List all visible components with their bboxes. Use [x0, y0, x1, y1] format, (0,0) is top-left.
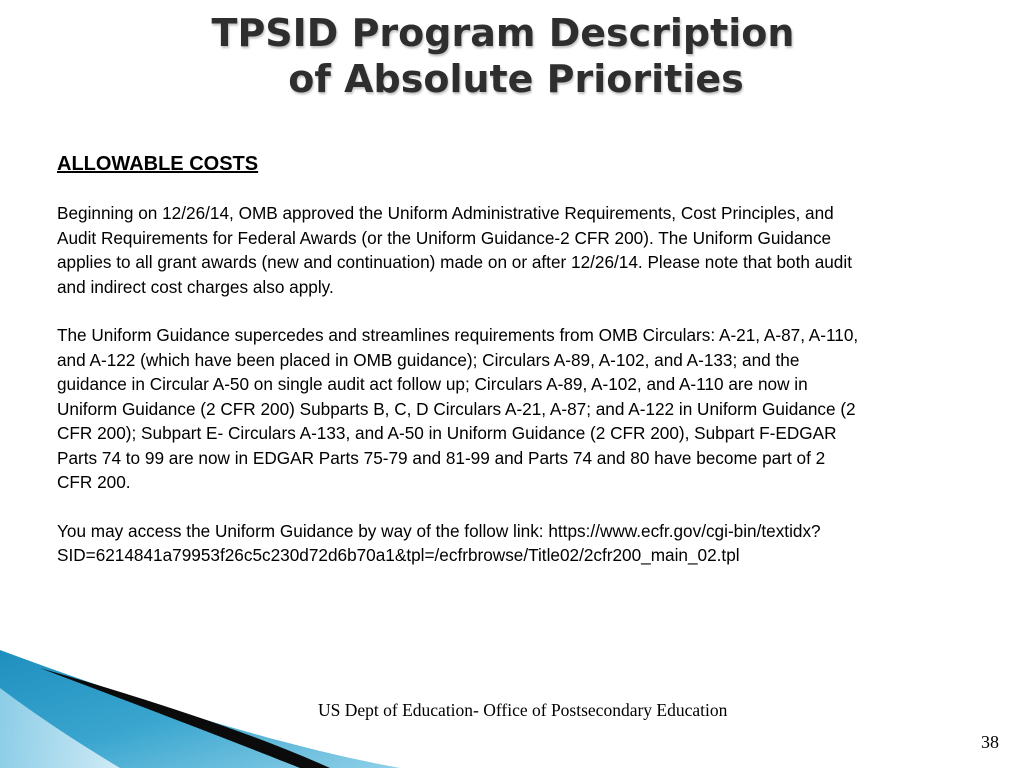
- slide-title-line-1: TPSID Program Description: [211, 11, 795, 55]
- slide-title-line-2: of Absolute Priorities: [288, 57, 744, 101]
- paragraph-access-link: You may access the Uniform Guidance by way of the follow link: https://www.ecfr.gov/cgi-bin/textidx?SID=6214841a79953f26c5c230d72d6b70a1&tpl=/ecfrbrowse/Title02/2cfr200_main_02.tpl: [57, 520, 821, 565]
- section-heading: ALLOWABLE COSTS: [57, 153, 259, 175]
- paragraph-effective-date: Beginning on 12/26/14, OMB approved the Uniform Administrative Requirements, Cost Principles, and Audit Requirements for Federal Awards (or the Uniform Guidance-2 CFR 200). The Uniform Guidance applies to all grant awards (new and continuation) made on or after 12/26/14. Please note that both audit and indirect cost charges also apply.: [57, 203, 852, 297]
- paragraph-supersedes: The Uniform Guidance supercedes and streamlines requirements from OMB Circulars: A-21, A-87, A-110, and A-122 (which have been placed in OMB guidance); Circulars A-89, A-102, and A-133; and the guidance in Circular A-50 on single audit act follow up; Circulars A-89, A-102, and A-110 are now in Uniform Guidance (2 CFR 200) Subparts B, C, D Circulars A-21, A-87; and A-122 in Uniform Guidance (2 CFR 200); Subpart E- Circulars A-133, and A-50 in Uniform Guidance (2 CFR 200), Subpart F-EDGAR Parts 74 to 99 are now in EDGAR Parts 75-79 and 81-99 and Parts 74 and 80 have become part of 2 CFR 200.: [57, 325, 859, 492]
- footer-text: US Dept of Education- Office of Postsecondary Education: [318, 700, 728, 720]
- slide-body: [57, 150, 862, 592]
- slide-title: [0, 10, 1024, 102]
- page-number: 38: [981, 732, 999, 752]
